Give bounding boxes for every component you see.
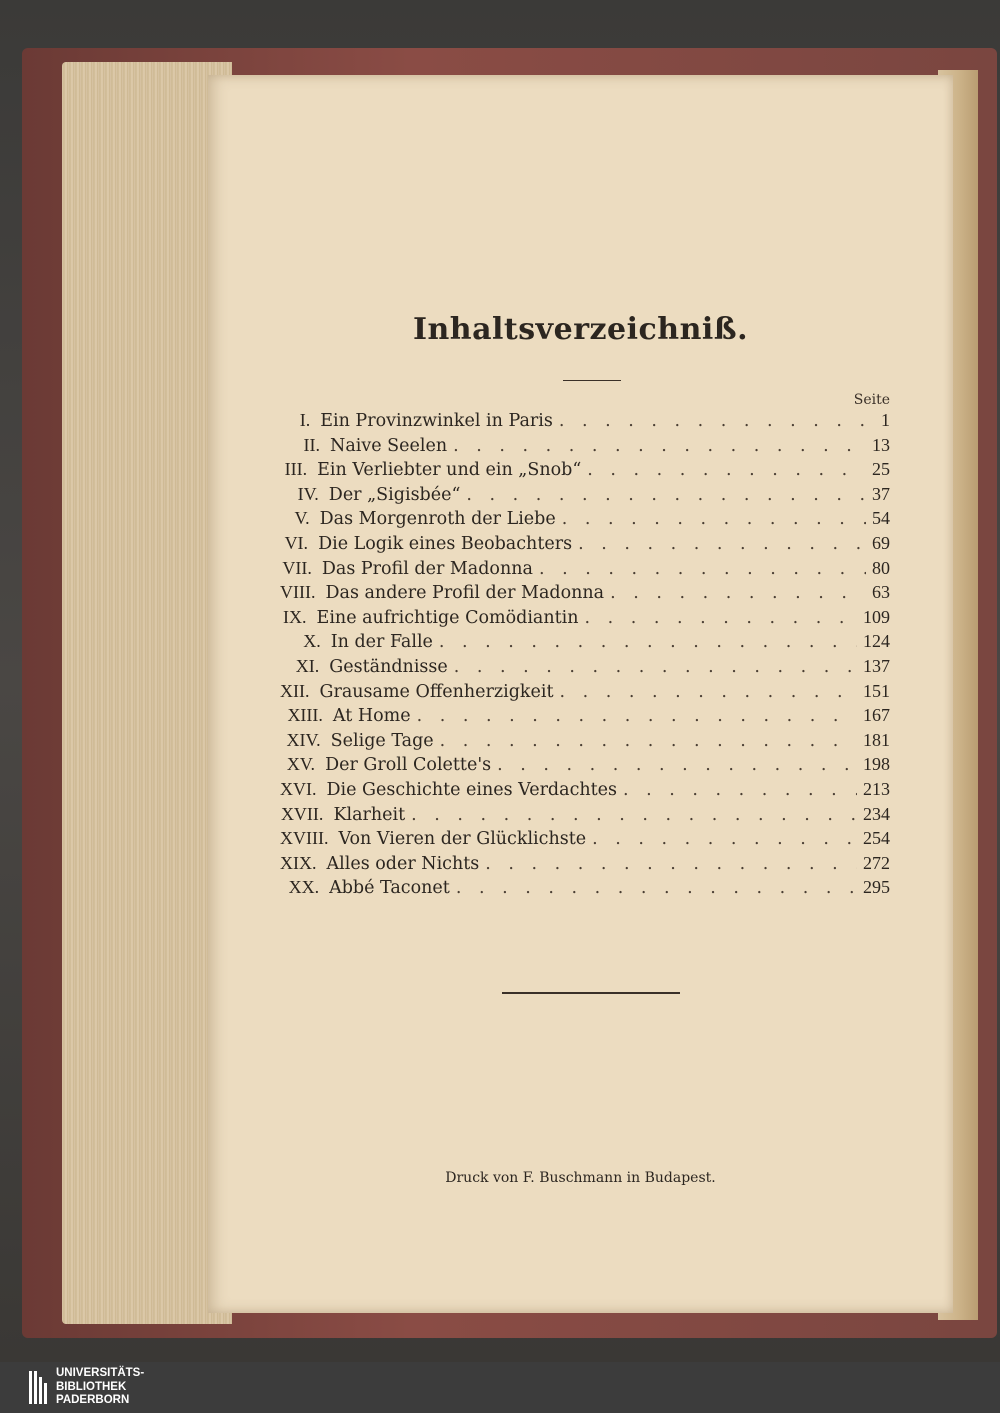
toc-row (280, 828, 890, 853)
chapter-page: 198 (863, 754, 890, 775)
chapter-number: XIX. (280, 852, 317, 873)
chapter-page: 213 (863, 778, 890, 799)
chapter-page: 137 (863, 655, 890, 676)
table-of-contents (280, 410, 890, 902)
library-logo-icon (28, 1369, 48, 1406)
leader-dots (440, 731, 857, 751)
chapter-title: Der Groll Colette's (325, 755, 492, 776)
chapter-number: XI. (295, 655, 320, 676)
chapter-number: V. (294, 508, 310, 529)
leader-dots (587, 460, 866, 480)
chapter-number: XV. (286, 754, 316, 775)
chapter-page: 234 (863, 803, 890, 824)
chapter-page: 295 (863, 877, 890, 898)
chapter-title: Die Logik eines Beobachters (318, 533, 573, 554)
chapter-page: 63 (872, 582, 890, 603)
chapter-number: XIII. (287, 705, 323, 726)
leader-dots (585, 608, 857, 628)
toc-row (280, 631, 890, 656)
chapter-title: Klarheit (333, 804, 406, 825)
chapter-page: 80 (872, 557, 890, 578)
chapter-number: VIII. (280, 582, 316, 603)
chapter-title: Selige Tage (330, 730, 434, 751)
chapter-number: XVII. (280, 803, 324, 824)
chapter-number: XIV. (286, 729, 321, 750)
library-logo-text (56, 1367, 144, 1408)
chapter-number: IV. (297, 483, 319, 504)
chapter-number: X. (303, 631, 321, 652)
page-column-label: Seite (853, 392, 890, 408)
chapter-title: Ein Verliebter und ein „Snob“ (317, 460, 582, 481)
toc-row (280, 754, 890, 779)
chapter-title: Das andere Profil der Madonna (325, 583, 605, 604)
toc-row (280, 779, 890, 804)
chapter-title: Geständnisse (329, 656, 448, 677)
chapter-number: IX. (283, 606, 307, 627)
leader-dots (559, 411, 869, 431)
leader-dots (578, 534, 866, 554)
leader-dots (456, 878, 857, 898)
leader-dots (610, 583, 866, 603)
leader-dots (453, 436, 864, 456)
leader-dots (562, 509, 866, 529)
chapter-number: XVIII. (280, 828, 329, 849)
chapter-title: Das Morgenroth der Liebe (319, 509, 556, 530)
chapter-number: III. (284, 459, 308, 480)
title-divider (563, 380, 621, 381)
leader-dots (497, 755, 857, 775)
leader-dots (592, 829, 857, 849)
toc-row (280, 410, 890, 435)
chapter-page: 272 (863, 852, 890, 873)
chapter-title: Die Geschichte eines Verdachtes (326, 779, 618, 800)
toc-row (280, 681, 890, 706)
chapter-page: 37 (872, 483, 890, 504)
toc-row (280, 804, 890, 829)
chapter-page: 254 (863, 828, 890, 849)
page-title: Inhaltsverzeichniß. (412, 312, 749, 347)
library-footer-bar (0, 1362, 1000, 1413)
toc-row (280, 607, 890, 632)
toc-row (280, 853, 890, 878)
toc-row (280, 705, 890, 730)
chapter-page: 124 (863, 631, 890, 652)
logo-line-2: BIBLIOTHEK (56, 1380, 127, 1393)
chapter-number: XVI. (280, 778, 317, 799)
page-stack-edge (62, 62, 232, 1324)
leader-dots (485, 854, 857, 874)
chapter-number: VII. (282, 557, 312, 578)
chapter-title: Ein Provinzwinkel in Paris (320, 411, 553, 431)
toc-row (280, 508, 890, 533)
logo-line-1: UNIVERSITÄTS- (56, 1367, 145, 1379)
chapter-page: 167 (863, 705, 890, 726)
toc-row (280, 582, 890, 607)
chapter-title: Naive Seelen (330, 435, 448, 456)
toc-row (280, 484, 890, 509)
chapter-number: II. (303, 434, 321, 455)
leader-dots (439, 632, 857, 652)
leader-dots (560, 682, 858, 702)
chapter-page: 1 (881, 410, 890, 430)
chapter-page: 25 (872, 459, 890, 480)
leader-dots (623, 780, 857, 800)
logo-line-3: PADERBORN (56, 1394, 130, 1406)
chapter-page: 109 (863, 606, 890, 627)
chapter-title: Der „Sigisbée“ (328, 484, 461, 505)
leader-dots (417, 706, 857, 726)
chapter-title: Alles oder Nichts (326, 853, 480, 874)
chapter-page: 13 (871, 434, 890, 455)
leader-dots (411, 805, 857, 825)
toc-row (280, 459, 890, 484)
chapter-title: At Home (332, 706, 411, 727)
chapter-number: XX. (288, 877, 320, 898)
chapter-title: In der Falle (330, 632, 433, 653)
chapter-number: XII. (280, 680, 310, 701)
toc-row (280, 877, 890, 902)
end-divider (502, 992, 680, 994)
chapter-title: Grausame Offenherzigkeit (319, 681, 554, 702)
toc-row (280, 656, 890, 681)
chapter-title: Eine aufrichtige Comödiantin (316, 607, 579, 628)
leader-dots (454, 657, 857, 677)
chapter-title: Von Vieren der Glücklichste (338, 829, 587, 850)
chapter-title: Das Profil der Madonna (321, 558, 533, 579)
toc-row (280, 558, 890, 583)
chapter-number: VI. (284, 532, 309, 553)
printer-imprint: Druck von F. Buschmann in Budapest. (445, 1170, 716, 1186)
toc-row (280, 730, 890, 755)
chapter-number: I. (299, 410, 311, 430)
chapter-page: 69 (872, 532, 890, 553)
chapter-title: Abbé Taconet (329, 878, 450, 899)
chapter-page: 181 (863, 729, 890, 750)
chapter-page: 54 (872, 508, 890, 529)
toc-row (280, 533, 890, 558)
leader-dots (539, 559, 866, 579)
leader-dots (466, 485, 864, 505)
chapter-page: 151 (863, 680, 890, 701)
toc-row (280, 435, 890, 460)
